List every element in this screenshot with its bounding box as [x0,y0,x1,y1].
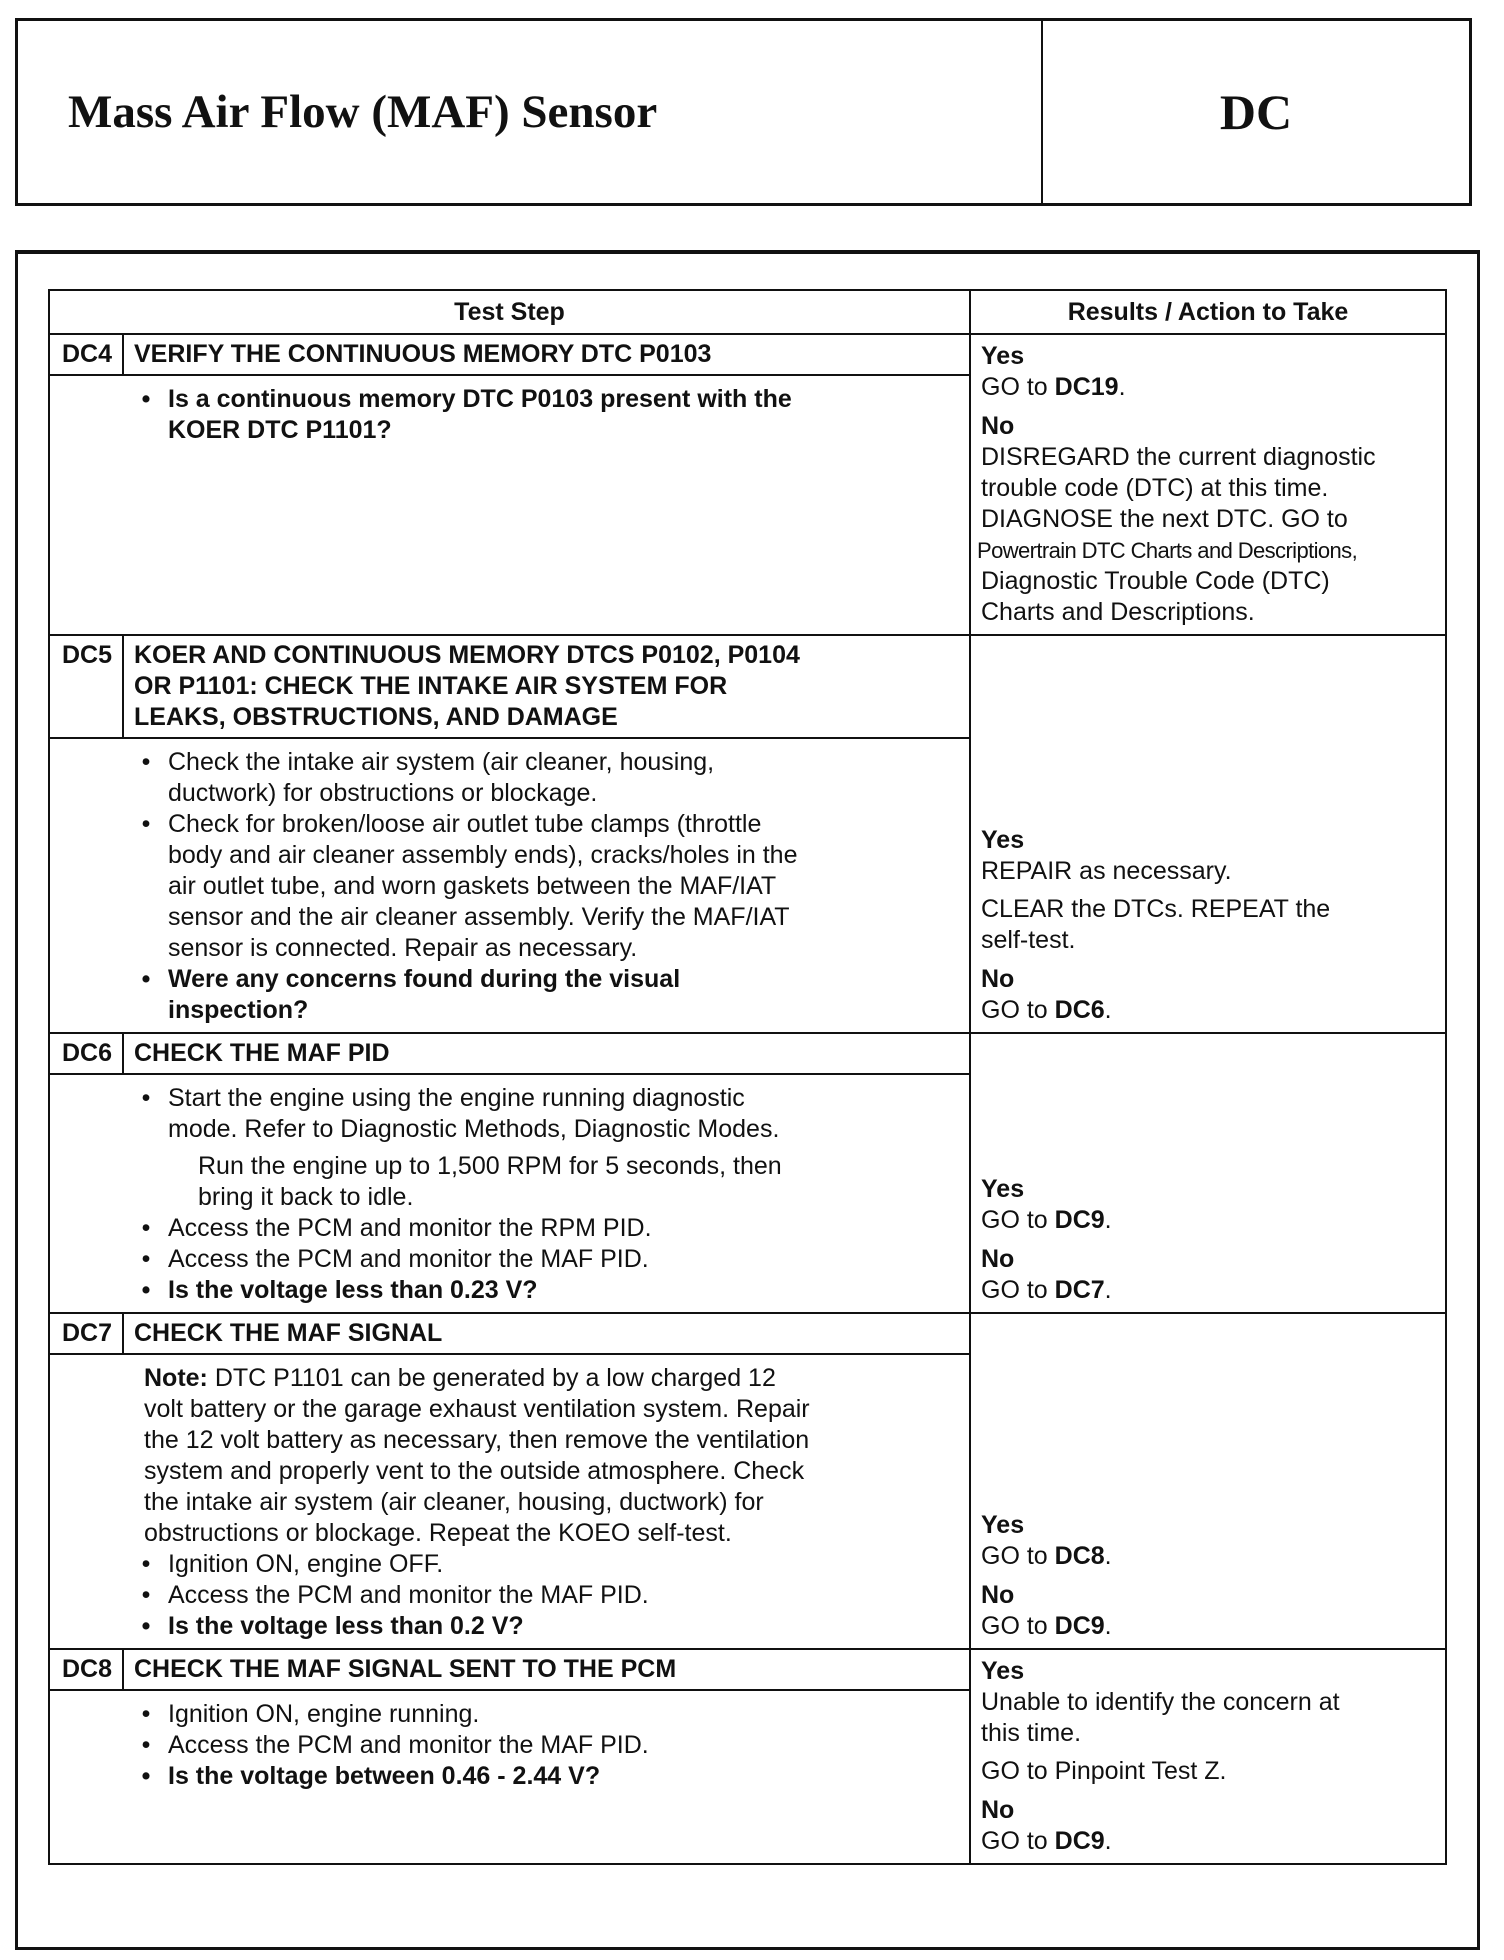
note-text: the 12 volt battery as necessary, then remove the ventilation [144,1426,810,1454]
page-title: Mass Air Flow (MAF) Sensor [68,86,658,138]
bullet-item [64,1275,959,1306]
result-text: GO to [981,1276,1055,1304]
result-group [981,1656,1437,1787]
result-line [981,856,1437,887]
bullet-icon: • [141,1245,151,1273]
step-title-text [124,335,969,374]
step-reference: DC6 [1054,996,1105,1024]
text-line: Check for broken/loose air outlet tube clamps (throttle [168,810,762,838]
bullet-icon: • [141,1276,151,1304]
result-line [981,1611,1437,1642]
table-row [50,636,1445,1034]
step-code: DC4 [50,335,124,374]
text-line [144,1456,959,1487]
text-line: sensor and the air cleaner assembly. Verify the MAF/IAT [168,903,790,931]
bullet-text [168,1213,959,1244]
result-text: GO to Pinpoint Test Z. [981,1757,1227,1785]
result-text: Charts and Descriptions. [981,598,1255,626]
text-line: Access the PCM and monitor the MAF PID. [168,1581,649,1609]
bullet-item [64,1611,959,1642]
results-cell [971,1314,1445,1648]
bullet-icon: • [141,965,151,993]
result-group [981,1244,1437,1306]
text-line [144,1394,959,1425]
bullet-text [168,1549,959,1580]
bullet-text [168,1244,959,1275]
result-text: . [1104,1542,1112,1570]
step-code: DC5 [50,636,124,737]
bullet-text [168,1699,959,1730]
bullet-icon: • [141,1700,151,1728]
result-group [981,825,1437,956]
result-line [981,442,1437,473]
step-body [50,376,969,634]
note-text: obstructions or blockage. Repeat the KOEO self-test. [144,1519,732,1547]
step-title [50,1314,969,1355]
step-title-line: LEAKS, OBSTRUCTIONS, AND DAMAGE [134,703,618,731]
result-line [981,566,1437,597]
result-line [981,1205,1437,1236]
result-line [981,894,1437,925]
result-label-yes: Yes [981,342,1025,370]
column-header-test-step: Test Step [50,291,971,333]
step-body [50,739,969,1032]
result-line [981,504,1437,535]
result-text: GO to [981,1612,1055,1640]
bullet-text [168,1761,959,1792]
result-label-yes: Yes [981,1175,1025,1203]
bullet-item [64,1580,959,1611]
text-line: mode. Refer to Diagnostic Methods, Diagnostic Modes. [168,1115,780,1143]
bullet-item [64,1083,959,1145]
step-reference: DC19 [1054,373,1119,401]
text-line [144,1425,959,1456]
result-label-no: No [981,1796,1015,1824]
bullet-item [64,1549,959,1580]
bullet-icon: • [141,385,151,413]
note-text: volt battery or the garage exhaust ventilation system. Repair [144,1395,810,1423]
bullet-item [64,1244,959,1275]
text-line: Access the PCM and monitor the MAF PID. [168,1245,649,1273]
text-line: body and air cleaner assembly ends), cracks/holes in the [168,841,798,869]
result-line [981,1687,1437,1718]
text-line: Start the engine using the engine running diagnostic [168,1084,745,1112]
text-line: Is the voltage less than 0.2 V? [168,1612,524,1640]
note-label: Note: [144,1364,208,1392]
bullet-text [168,1083,959,1145]
result-label-no: No [981,965,1015,993]
result-text: . [1118,373,1126,401]
step-title [50,636,969,739]
note-paragraph [64,1363,959,1549]
result-text: . [1104,1206,1112,1234]
text-line [144,1363,959,1394]
bullet-text [168,1275,959,1306]
bullet-icon: • [141,810,151,838]
step-body [50,1691,969,1863]
text-line: sensor is connected. Repair as necessary. [168,934,638,962]
result-text: self-test. [981,926,1076,954]
result-label-no: No [981,412,1015,440]
step-title [50,1034,969,1075]
result-label-yes: Yes [981,1657,1025,1685]
table-row [50,335,1445,636]
bullet-icon: • [141,1612,151,1640]
text-line: Is the voltage less than 0.23 V? [168,1276,538,1304]
step-reference: DC8 [1054,1542,1105,1570]
step-reference: DC9 [1054,1827,1105,1855]
result-group [981,341,1437,403]
bullet-icon: • [141,748,151,776]
test-step-cell [50,636,971,1032]
result-line [981,1826,1437,1857]
result-line [981,1718,1437,1749]
text-line [144,1518,959,1549]
result-group [977,411,1437,628]
step-code: DC8 [50,1650,124,1689]
result-line [981,995,1437,1026]
result-label-yes: Yes [981,1511,1025,1539]
result-group [981,1510,1437,1572]
text-line [144,1487,959,1518]
column-header-results: Results / Action to Take [1067,297,1349,326]
result-line [977,535,1437,566]
test-step-cell [50,1314,971,1648]
result-text: trouble code (DTC) at this time. [981,474,1329,502]
result-text: REPAIR as necessary. [981,857,1232,885]
bullet-icon: • [141,1084,151,1112]
step-title [50,335,969,376]
bullet-item [64,747,959,809]
step-reference: DC9 [1054,1206,1105,1234]
result-text: . [1104,1827,1112,1855]
bullet-item [64,1213,959,1244]
step-reference: DC7 [1054,1276,1105,1304]
result-label-yes: Yes [981,826,1025,854]
result-text: Powertrain DTC Charts and Descriptions, [977,538,1358,563]
text-line: Check the intake air system (air cleaner, housing, [168,748,715,776]
bullet-item [64,1761,959,1792]
test-step-cell [50,1650,971,1863]
step-title-text [124,636,969,737]
table-row [50,1650,1445,1863]
result-label-no: No [981,1245,1015,1273]
results-cell [971,1034,1445,1312]
instruction-paragraph [64,1151,959,1213]
table-header [50,291,1445,335]
text-line: Access the PCM and monitor the MAF PID. [168,1731,649,1759]
text-line: Run the engine up to 1,500 RPM for 5 seconds, then [198,1152,782,1180]
bullet-text [168,747,959,809]
step-title-line: KOER AND CONTINUOUS MEMORY DTCS P0102, P0104 [134,641,800,669]
bullet-text [168,1611,959,1642]
result-text: GO to [981,1542,1055,1570]
bullet-icon: • [141,1731,151,1759]
bullet-text [168,964,959,1026]
result-text: . [1104,996,1112,1024]
test-step-cell [50,1034,971,1312]
result-line [981,597,1437,628]
step-title [50,1650,969,1691]
bullet-text [168,384,959,446]
result-line [981,473,1437,504]
bullet-icon: • [141,1550,151,1578]
result-text: . [1104,1612,1112,1640]
result-text: GO to [981,1827,1055,1855]
step-body [50,1075,969,1312]
result-text: . [1104,1276,1112,1304]
text-line: KOER DTC P1101? [168,416,392,444]
text-line: ductwork) for obstructions or blockage. [168,779,598,807]
diagnostic-table [48,289,1447,1865]
bullet-item [64,384,959,446]
result-line [981,925,1437,956]
bullet-icon: • [141,1214,151,1242]
text-line: bring it back to idle. [198,1183,414,1211]
result-text: GO to [981,373,1055,401]
result-text: GO to [981,1206,1055,1234]
result-line [981,1756,1437,1787]
step-title-line: CHECK THE MAF PID [134,1039,390,1067]
step-title-text [124,1314,969,1353]
result-text: DISREGARD the current diagnostic [981,443,1376,471]
text-line: Access the PCM and monitor the RPM PID. [168,1214,652,1242]
bullet-icon: • [141,1762,151,1790]
step-code: DC7 [50,1314,124,1353]
bullet-item [64,809,959,964]
step-title-line: OR P1101: CHECK THE INTAKE AIR SYSTEM FOR [134,672,728,700]
step-title-line: CHECK THE MAF SIGNAL SENT TO THE PCM [134,1655,677,1683]
text-line: Ignition ON, engine OFF. [168,1550,444,1578]
step-title-line: VERIFY THE CONTINUOUS MEMORY DTC P0103 [134,340,712,368]
result-text: this time. [981,1719,1082,1747]
result-label-no: No [981,1581,1015,1609]
text-line: air outlet tube, and worn gaskets between the MAF/IAT [168,872,777,900]
result-group [981,1580,1437,1642]
result-line [981,1541,1437,1572]
step-body [50,1355,969,1648]
bullet-text [168,1730,959,1761]
result-text: Unable to identify the concern at [981,1688,1340,1716]
results-cell [971,335,1445,634]
bullet-item [64,1730,959,1761]
test-step-cell [50,335,971,634]
result-text: GO to [981,996,1055,1024]
step-title-line: CHECK THE MAF SIGNAL [134,1319,443,1347]
result-line [981,1275,1437,1306]
result-text: Diagnostic Trouble Code (DTC) [981,567,1330,595]
result-group [981,1795,1437,1857]
results-cell [971,1650,1445,1863]
result-group [981,1174,1437,1236]
step-title-text [124,1650,969,1689]
bullet-item [64,1699,959,1730]
result-group [981,964,1437,1026]
note-text: the intake air system (air cleaner, housing, ductwork) for [144,1488,764,1516]
table-row [50,1034,1445,1314]
text-line: Is the voltage between 0.46 - 2.44 V? [168,1762,601,1790]
text-line: Is a continuous memory DTC P0103 present with the [168,385,792,413]
section-code: DC [1219,84,1293,140]
page-header [15,18,1472,206]
text-line: Were any concerns found during the visual [168,965,681,993]
bullet-text [168,1580,959,1611]
result-text: DIAGNOSE the next DTC. GO to [981,505,1348,533]
bullet-item [64,964,959,1026]
table-row [50,1314,1445,1650]
step-title-text [124,1034,969,1073]
note-text: DTC P1101 can be generated by a low charged 12 [207,1364,776,1392]
bullet-text [168,809,959,964]
result-line [981,372,1437,403]
result-text: CLEAR the DTCs. REPEAT the [981,895,1331,923]
results-cell [971,636,1445,1032]
step-reference: DC9 [1054,1612,1105,1640]
text-line: inspection? [168,996,309,1024]
note-text: system and properly vent to the outside atmosphere. Check [144,1457,805,1485]
step-code: DC6 [50,1034,124,1073]
text-line: Ignition ON, engine running. [168,1700,480,1728]
bullet-icon: • [141,1581,151,1609]
